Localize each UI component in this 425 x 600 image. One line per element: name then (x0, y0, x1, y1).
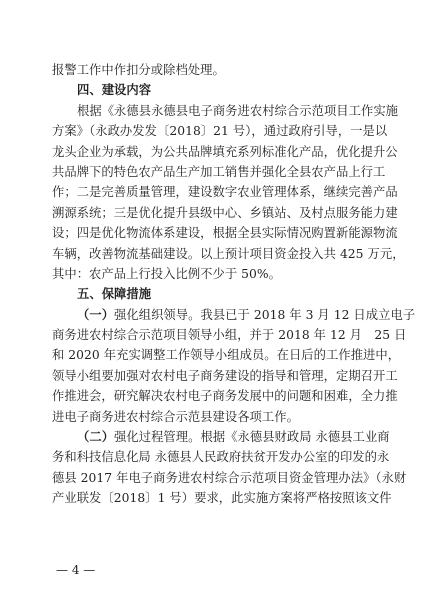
list-item-prefix: （一） (77, 306, 115, 322)
section-heading-safeguards: 五、保障措施 (77, 287, 152, 302)
body-line: 德县 2017 年电子商务进农村综合示范项目资金管理办法》（永财 (52, 470, 407, 485)
list-item-text: 强化组织领导。我县已于 2018 年 3 月 12 日成立电子 (114, 307, 416, 322)
body-line: 产业联发〔2018〕1 号）要求，此实施方案将严格按照该文件 (52, 491, 392, 506)
body-line: 方案》（永政办发发〔2018〕21 号），通过政府引导，一是以 (52, 124, 388, 139)
body-line: 务和科技信息化局 永德县人民政府扶贫开发办公室的印发的永 (52, 450, 390, 465)
document-body (52, 60, 416, 509)
page-number: — 4 — (56, 563, 96, 577)
body-line: 报警工作中作扣分或除档处理。 (52, 63, 225, 77)
body-line: 进电子商务进农村综合示范县建设各项工作。 (52, 409, 299, 424)
body-line: 溯源系统；三是优化提升县级中心、乡镇站、及村点服务能力建 (52, 205, 398, 220)
body-line: 商务进农村综合示范项目领导小组，并于 2018 年 12 月 25 日 (52, 328, 407, 343)
body-line: 和 2020 年充实调整工作领导小组成员。在日后的工作推进中， (52, 348, 401, 363)
body-line: 共品牌下的特色农产品生产加工销售并强化全县农产品上行工 (52, 164, 386, 179)
body-line: 作推进会，研究解决农村电子商务发展中的问题和困难，全力推 (52, 389, 398, 404)
list-item-process (52, 427, 390, 447)
body-line: 车辆，改善物流基础建设。以上预计项目资金投入共 425 万元， (52, 246, 405, 261)
section-heading-construction: 四、建设内容 (77, 83, 152, 98)
body-line: 设；四是优化物流体系建设，根据全县实际情况购置新能源物流 (52, 226, 398, 241)
body-line: 龙头企业为承载，为公共品牌填充系列标准化产品，优化提升公 (52, 144, 398, 159)
body-line: 其中：农产品上行投入比例不少于 50%。 (52, 266, 281, 281)
body-line: 根据《永德县永德县电子商务进农村综合示范项目工作实施 (77, 103, 399, 118)
list-item-prefix: （二） (77, 429, 115, 445)
body-line: 作；二是完善质量管理，建设数字农业管理体系，继续完善产品 (52, 185, 398, 200)
body-line: 领导小组要加强对农村电子商务建设的指导和管理，定期召开工 (52, 368, 398, 383)
list-item-organization (52, 305, 416, 325)
list-item-text: 强化过程管理。根据《永德县财政局 永德县工业商 (114, 430, 390, 445)
